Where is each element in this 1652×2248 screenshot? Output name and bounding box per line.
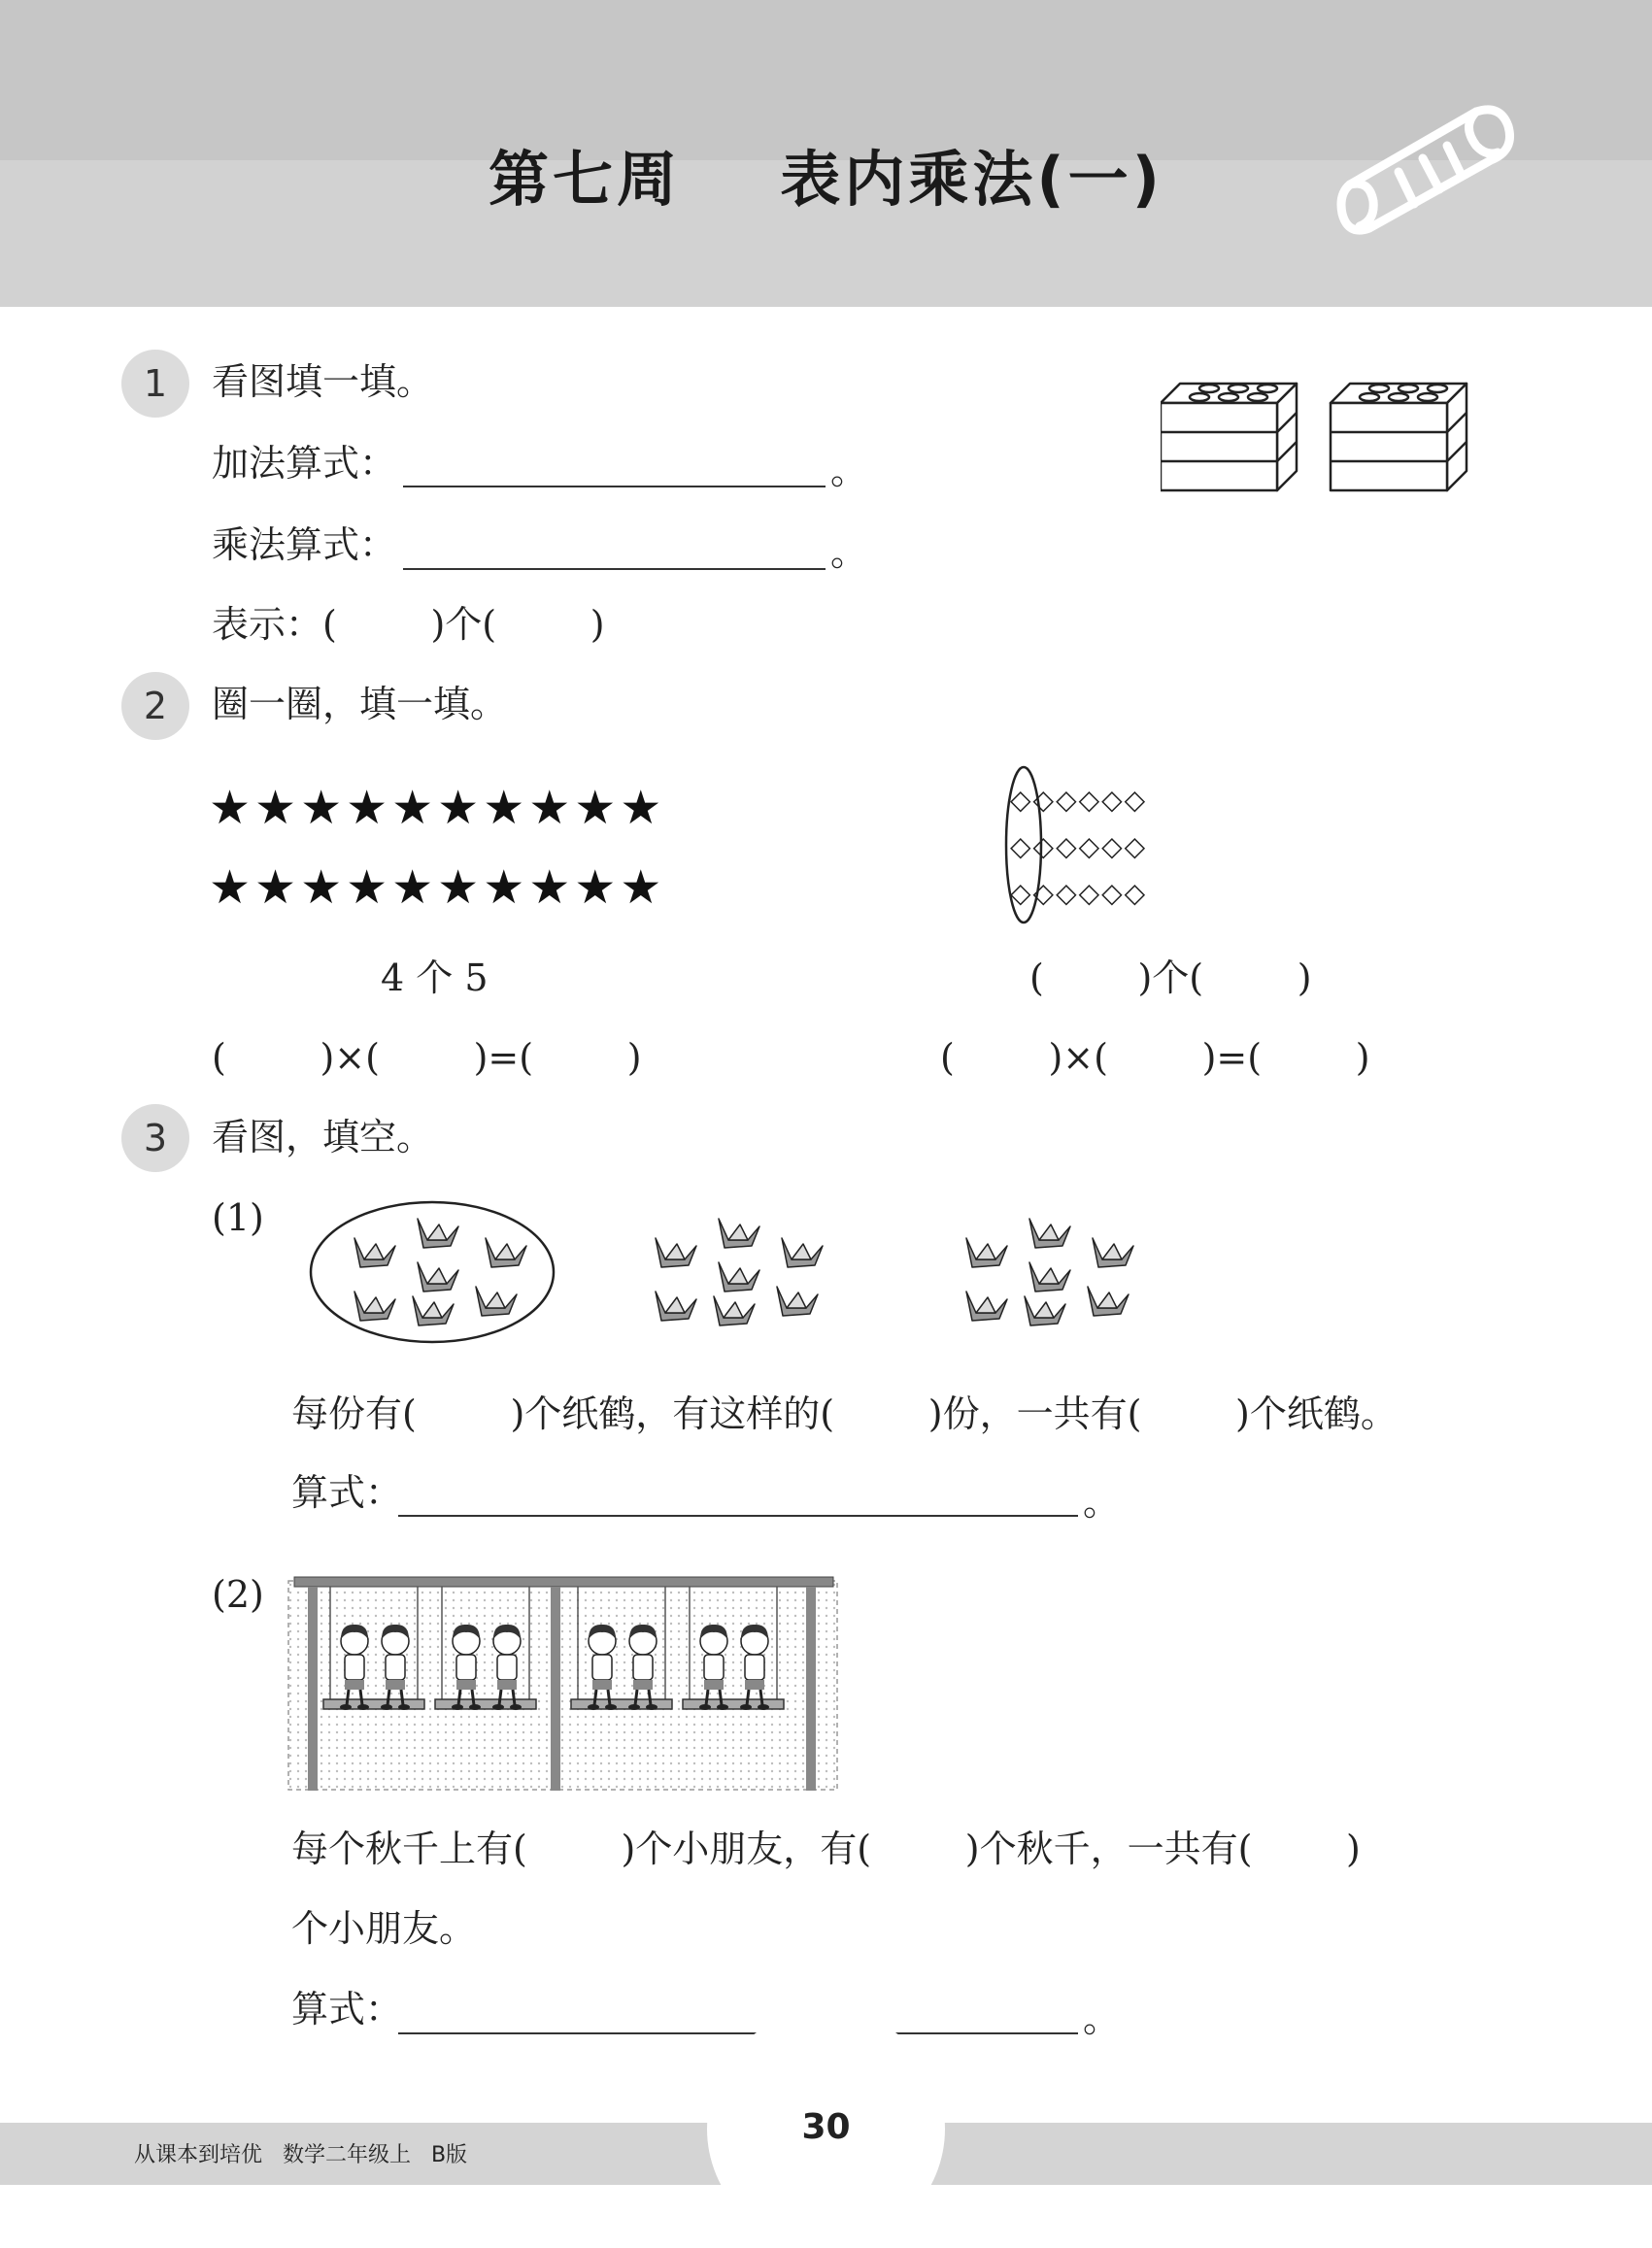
crane-group-3 xyxy=(966,1219,1133,1325)
addition-label: 加法算式： xyxy=(212,442,397,485)
part-2-formula-label: 算式： xyxy=(291,1988,403,2030)
means-line: 表示：( )个( ) xyxy=(212,603,605,646)
swings-illustration xyxy=(287,1573,840,1796)
addition-end: 。 xyxy=(830,450,868,492)
scroll-icon xyxy=(1331,92,1525,248)
stars-row-2: ★★★★★★★★★★ xyxy=(209,860,666,915)
question-1-prompt: 看图填一填。 xyxy=(212,360,434,403)
part-2-formula-end: 。 xyxy=(1083,1997,1121,2040)
diamond-row: ◇◇◇◇◇◇ xyxy=(1010,830,1148,862)
part-1-formula-end: 。 xyxy=(1083,1481,1121,1524)
page-number: 30 xyxy=(801,2107,851,2147)
diamond-row: ◇◇◇◇◇◇ xyxy=(1010,784,1148,816)
building-blocks-illustration xyxy=(1161,364,1491,500)
part-2-label: (2) xyxy=(212,1573,264,1616)
footer-book-title: 从课本到培优 数学二年级上 B版 xyxy=(134,2143,468,2167)
paper-cranes-illustration xyxy=(306,1194,1151,1350)
part-1-text: 每份有( )个纸鹤，有这样的( )份，一共有( )个纸鹤。 xyxy=(291,1392,1398,1435)
diamond-circle xyxy=(1000,762,1047,927)
multiplication-end: 。 xyxy=(830,531,868,574)
right-caption: ( )个( ) xyxy=(1029,956,1312,999)
question-2-number: 2 xyxy=(121,672,189,740)
question-3-number: 3 xyxy=(121,1104,189,1172)
right-formula: ( )×( )=( ) xyxy=(940,1036,1370,1079)
crane-group-1 xyxy=(354,1219,526,1325)
part-1-formula-line[interactable] xyxy=(398,1515,1078,1517)
part-1-label: (1) xyxy=(212,1196,264,1239)
stars-row-1: ★★★★★★★★★★ xyxy=(209,781,666,835)
question-1-number: 1 xyxy=(121,350,189,418)
part-2-formula-line[interactable] xyxy=(398,2032,1078,2034)
multiplication-label: 乘法算式： xyxy=(212,523,397,566)
left-caption: 4 个 5 xyxy=(381,956,489,999)
diamond-row: ◇◇◇◇◇◇ xyxy=(1010,877,1148,909)
question-2-prompt: 圈一圈，填一填。 xyxy=(212,683,508,725)
question-3-prompt: 看图，填空。 xyxy=(212,1116,434,1158)
part-1-formula-label: 算式： xyxy=(291,1471,403,1514)
crane-group-2 xyxy=(656,1219,823,1325)
page-title: 第七周 表内乘法(一) xyxy=(488,144,1163,215)
part-2-text-line-1: 每个秋千上有( )个小朋友，有( )个秋千，一共有( ) xyxy=(291,1828,1361,1870)
part-2-text-line-2: 个小朋友。 xyxy=(291,1907,477,1950)
addition-answer-line[interactable] xyxy=(403,486,826,487)
left-formula: ( )×( )=( ) xyxy=(212,1036,642,1079)
multiplication-answer-line[interactable] xyxy=(403,568,826,570)
